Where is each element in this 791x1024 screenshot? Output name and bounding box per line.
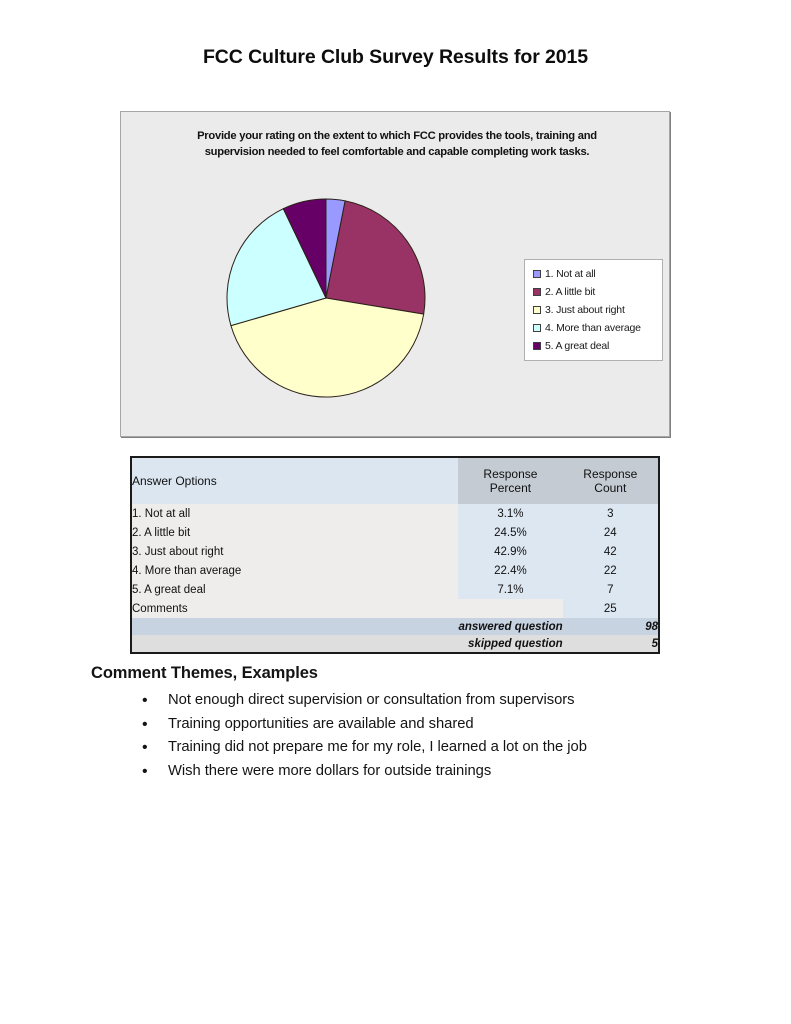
column-header-response-percent-line1: Response xyxy=(483,467,538,481)
table-row xyxy=(131,523,659,542)
pie-chart xyxy=(226,198,426,398)
cell-answer-option: 5. A great deal xyxy=(131,580,458,599)
legend-swatch-3-icon xyxy=(533,306,541,314)
legend-label-2: 2. A little bit xyxy=(545,286,596,298)
cell-answer-option: 4. More than average xyxy=(131,561,458,580)
comment-theme-text: Training opportunities are available and shared xyxy=(168,715,474,732)
table-footer-skipped-row xyxy=(131,635,659,653)
cell-answer-option: 1. Not at all xyxy=(131,504,458,523)
cell-response-count: 25 xyxy=(563,599,659,618)
comment-themes-list xyxy=(139,689,699,783)
legend-label-1: 1. Not at all xyxy=(545,268,596,280)
comment-themes-heading: Comment Themes, Examples xyxy=(91,664,318,682)
comment-theme-item xyxy=(139,713,699,737)
table-footer-answered-row xyxy=(131,618,659,635)
column-header-response-percent-line2: Percent xyxy=(489,481,532,495)
table-row xyxy=(131,561,659,580)
cell-response-percent: 24.5% xyxy=(458,523,562,542)
cell-response-count: 7 xyxy=(563,580,659,599)
legend-item-4 xyxy=(533,319,656,337)
table-body xyxy=(131,504,659,618)
bullet-icon: • xyxy=(142,762,148,780)
legend-item-5 xyxy=(533,337,656,355)
legend-label-4: 4. More than average xyxy=(545,322,641,334)
survey-results-table xyxy=(130,456,660,654)
table-row xyxy=(131,580,659,599)
legend-label-3: 3. Just about right xyxy=(545,304,625,316)
column-header-response-count xyxy=(563,457,659,504)
cell-answer-option: 3. Just about right xyxy=(131,542,458,561)
comment-theme-item xyxy=(139,689,699,713)
legend-label-5: 5. A great deal xyxy=(545,340,610,352)
chart-title: Provide your rating on the extent to which FCC provides the tools, training and supervision needed to feel comfortable and capable completing work tasks. xyxy=(197,130,597,158)
skipped-question-label: skipped question xyxy=(131,635,563,653)
cell-response-count: 3 xyxy=(563,504,659,523)
legend-swatch-5-icon xyxy=(533,342,541,350)
cell-answer-option: Comments xyxy=(131,599,458,618)
table-header-row xyxy=(131,457,659,504)
cell-response-count: 22 xyxy=(563,561,659,580)
table-row xyxy=(131,599,659,618)
comment-theme-text: Not enough direct supervision or consultation from supervisors xyxy=(168,692,575,708)
cell-response-percent: 22.4% xyxy=(458,561,562,580)
comment-theme-item xyxy=(139,760,699,784)
legend-item-3 xyxy=(533,301,656,319)
legend-swatch-2-icon xyxy=(533,288,541,296)
chart-panel xyxy=(120,111,670,437)
cell-response-percent: 3.1% xyxy=(458,504,562,523)
table-row xyxy=(131,542,659,561)
chart-legend xyxy=(524,259,663,361)
comment-theme-text: Wish there were more dollars for outside trainings xyxy=(168,762,492,779)
legend-item-2 xyxy=(533,283,656,301)
cell-response-percent xyxy=(458,599,562,618)
cell-response-count: 42 xyxy=(563,542,659,561)
column-header-response-count-line1: Response xyxy=(583,467,638,481)
cell-answer-option: 2. A little bit xyxy=(131,523,458,542)
table-row xyxy=(131,504,659,523)
bullet-icon: • xyxy=(142,715,148,733)
column-header-answer-options: Answer Options xyxy=(131,457,458,504)
pie-chart-svg xyxy=(226,198,426,398)
pie-slice-group xyxy=(227,199,425,397)
page-title: FCC Culture Club Survey Results for 2015 xyxy=(202,46,588,68)
legend-item-1 xyxy=(533,265,656,283)
cell-response-percent: 42.9% xyxy=(458,542,562,561)
legend-swatch-4-icon xyxy=(533,324,541,332)
comment-theme-item xyxy=(139,736,699,760)
bullet-icon: • xyxy=(142,739,148,756)
answered-question-label: answered question xyxy=(131,618,563,635)
bullet-icon: • xyxy=(142,692,148,709)
cell-response-percent: 7.1% xyxy=(458,580,562,599)
legend-swatch-1-icon xyxy=(533,270,541,278)
skipped-question-value: 5 xyxy=(563,635,659,653)
cell-response-count: 24 xyxy=(563,523,659,542)
answered-question-value: 98 xyxy=(563,618,659,635)
column-header-response-percent xyxy=(458,457,562,504)
comment-theme-text: Training did not prepare me for my role, I learned a lot on the job xyxy=(168,739,587,755)
column-header-response-count-line2: Count xyxy=(594,481,627,495)
